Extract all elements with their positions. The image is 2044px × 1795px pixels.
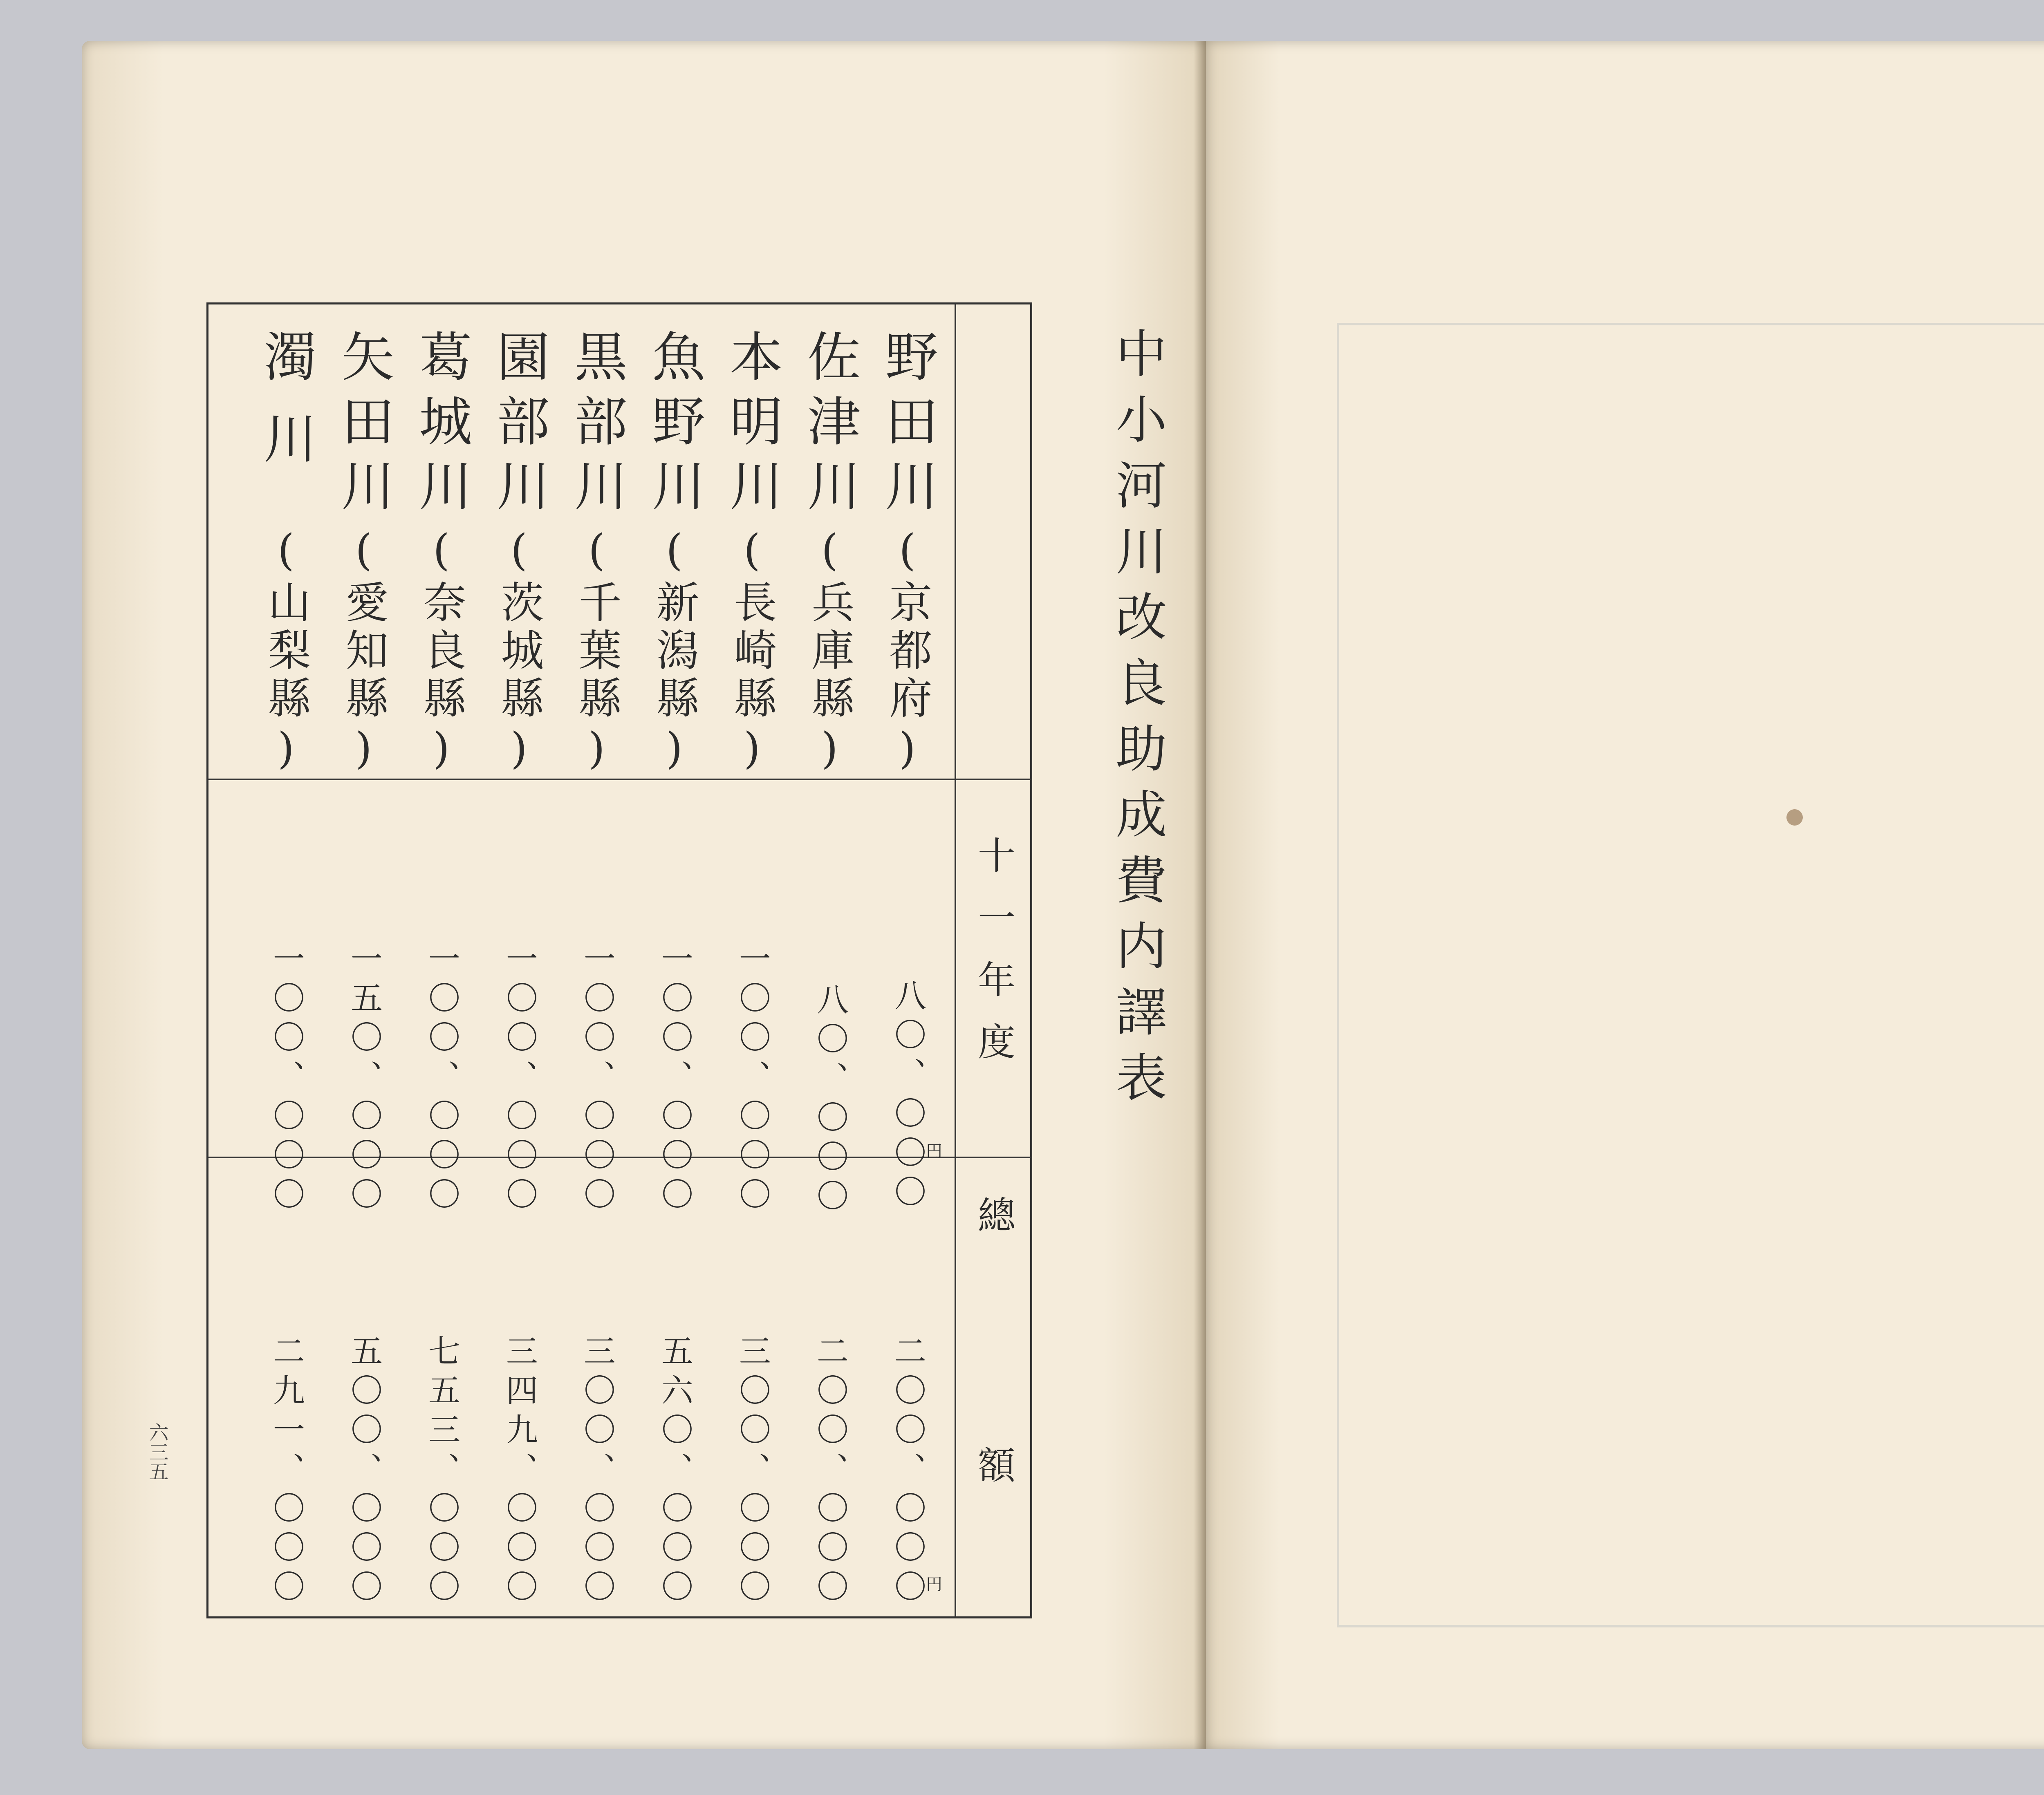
header-total: 總額 (972, 1195, 1015, 1696)
table-row (869, 304, 946, 1616)
fy11-amount: 一〇〇、〇〇〇 (268, 942, 305, 1217)
total-amount: 三〇〇、〇〇〇 (578, 1334, 615, 1609)
river-name: 本明川 (721, 329, 783, 523)
river-name: 葛城川 (410, 329, 473, 523)
prefecture: (長崎縣) (727, 525, 777, 778)
total-amount: 五六〇、〇〇〇 (656, 1334, 693, 1609)
fy11-amount: 一〇〇、〇〇〇 (734, 942, 771, 1217)
prefecture: (京都府) (882, 525, 932, 778)
total-amount: 二〇〇、〇〇〇 (889, 1334, 926, 1609)
river-name: 野田川 (876, 329, 939, 523)
table-row (558, 304, 636, 1616)
table-row (325, 304, 403, 1616)
fy11-amount: 一〇〇、〇〇〇 (656, 942, 693, 1217)
fy11-amount: 八〇、〇〇〇 (811, 983, 848, 1218)
prefecture: (新潟縣) (649, 525, 699, 778)
river-name: 黒部川 (565, 329, 628, 523)
fy11-amount: 一〇〇、〇〇〇 (423, 942, 460, 1217)
total-amount: 二〇〇、〇〇〇 (811, 1334, 848, 1609)
prefecture: (山梨縣) (261, 525, 311, 778)
total-amount: 三〇〇、〇〇〇 (734, 1334, 771, 1609)
total-amount: 二九一、〇〇〇 (268, 1334, 305, 1609)
table-row (791, 304, 869, 1616)
paper-stain (1786, 809, 1803, 826)
river-name: 濁川 (255, 329, 317, 492)
river-name: 園部川 (488, 329, 550, 523)
prefecture: (茨城縣) (494, 525, 544, 778)
unit-fy11: 円 (926, 1142, 942, 1161)
fy11-amount: 一〇〇、〇〇〇 (578, 942, 615, 1217)
header-column-divider (955, 304, 956, 1616)
prefecture: (兵庫縣) (805, 525, 855, 778)
prefecture: (愛知縣) (338, 525, 389, 778)
left-page (82, 41, 1206, 1749)
table-row (480, 304, 558, 1616)
unit-total: 円 (926, 1575, 942, 1594)
header-column (957, 304, 1030, 1696)
river-name: 矢田川 (332, 329, 395, 523)
total-amount: 七五三、〇〇〇 (423, 1334, 460, 1609)
open-book (82, 41, 2044, 1749)
river-name: 佐津川 (798, 329, 861, 523)
fy11-amount: 一〇〇、〇〇〇 (501, 942, 538, 1217)
total-amount: 三四九、〇〇〇 (501, 1334, 538, 1609)
table-row (247, 304, 325, 1616)
page-number: 六三五 (146, 1422, 168, 1481)
header-fy11: 十一年度 (972, 836, 1015, 1084)
prefecture: (千葉縣) (572, 525, 622, 778)
table-row (636, 304, 713, 1616)
subsidy-table (206, 302, 1032, 1696)
fy11-amount: 八〇、〇〇〇 (889, 979, 926, 1214)
river-name: 魚野川 (643, 329, 706, 523)
fy11-amount: 一五〇、〇〇〇 (345, 942, 382, 1217)
bleed-through-frame (1337, 323, 2044, 1627)
table-row (403, 304, 480, 1616)
page-title: 中小河川改良助成費内譯表 (1107, 327, 1166, 1117)
table-row (713, 304, 791, 1616)
total-amount: 五〇〇、〇〇〇 (345, 1334, 382, 1609)
prefecture: (奈良縣) (416, 525, 466, 778)
